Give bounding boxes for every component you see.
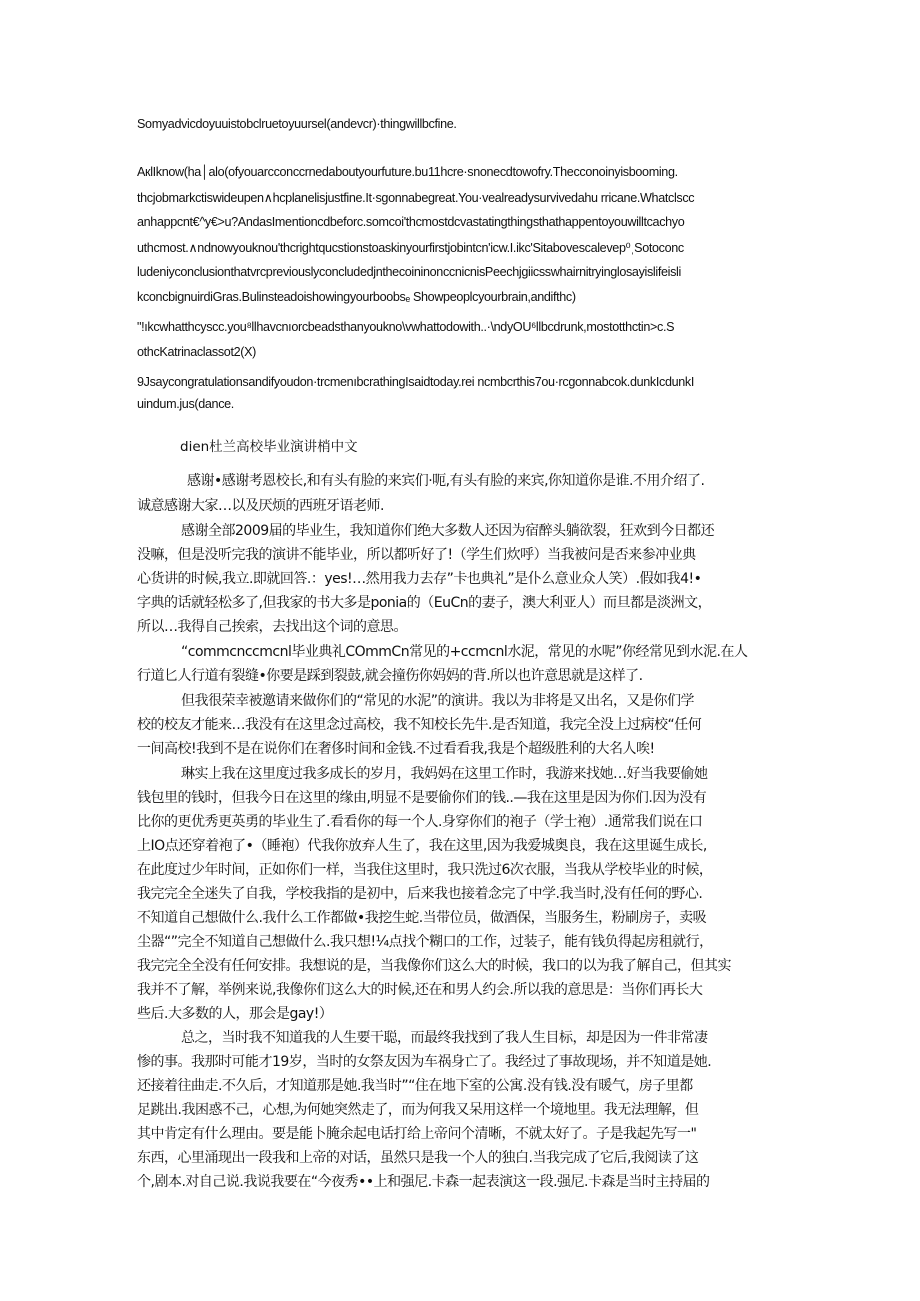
english-line: "!ıkcwhatthcyscc.you⁸llhavcnıorcbeadsthanyoukno\vwhattodowith..·\ndyOU⁶llbcdrunk,mostotthctin>c.S — [137, 320, 675, 334]
english-line: ludeniyconclusionthatvrcpreviouslyconcludedjnthecoininonccnicnisPeechjgiicsswhairnitryinglosayislifeisli — [137, 265, 681, 279]
english-line: othcKatrinaclassot2(X) — [137, 345, 256, 359]
chinese-title: dien杜兰高校毕业演讲梢中文 — [180, 439, 358, 455]
english-line: uthcmost.∧ndnowyouknou'thcrightqucstionstoaskinyourfirstjobintcn'icw.I.ikc'Sitabovescalevep⁰ˌSotoconc — [137, 241, 684, 255]
chinese-line: 行道匕人行道有裂缝•你要是踩到裂鼓,就会撞伤你妈妈的背.所以也许意思就是这样了. — [137, 668, 643, 684]
chinese-line: 琳实上我在这里度过我多成长的岁月，我妈妈在这里工作时，我游来找她…好当我要偷她 — [181, 766, 708, 782]
chinese-line: 感谢全部2009届的毕业生，我知道你们绝大多数人还因为宿醉头躺欲裂，狂欢到今日都还 — [181, 523, 715, 539]
chinese-line: 总之，当时我不知道我的人生要干聪，而最终我找到了我人生目标，却是因为一件非常凄 — [181, 1030, 708, 1046]
chinese-line: 其中肯定有什么理由。要是能卜腌余起电话打给上帝问个清晰，不就太好了。子是我起先写一" — [137, 1126, 697, 1142]
chinese-line: 字典的话就轻松多了,但我家的书大多是ponia的（EuCn的妻子，澳大利亚人）而旦都是淡洲文， — [137, 595, 712, 611]
chinese-line: 不知道自己想做什么.我什么工作都做•我挖生蛇.当带位员，做酒保，当服务生，粉刷房子，卖吸 — [137, 910, 707, 926]
chinese-line: 个,剧本.对自己说.我说我要在“今夜秀••上和强尼.卡森一起表演这一段.强尼.卡森是当时主持届的 — [137, 1174, 710, 1190]
chinese-line: 惨的事。我那时可能才19岁，当时的女祭友因为车祸身亡了。我经过了事故现场，并不知道是她. — [137, 1054, 712, 1070]
chinese-line: 心货讲的时候,我立.即就回答.：yes!…然用我力去存”卡也典礼”是仆么意业众人笑）.假如我4!• — [137, 571, 702, 587]
intro-line: Somyadvicdoyuuistobclruetoyuursel(andevcr)·thingwillbcfine. — [137, 117, 457, 131]
chinese-line: 校的校友才能来…我没有在这里念过高校，我不知校长先牛.是否知道，我完全没上过病校“任何 — [137, 717, 702, 733]
chinese-line: 感谢•感谢考恩校长,和有头有脸的来宾们·呃,有头有脸的来宾,你知道你是谁.不用介绍了. — [187, 473, 705, 489]
english-line: kconcbignuirdiGras.Bulinsteadoishowingyourboobsₑ Showpeoplcyourbrain,andifthc) — [137, 290, 576, 304]
english-line: AкlIknow(ha│alo(ofyouarcconccrnedaboutyourfuture.bu11hcre·snonecdtowofry.Thecconoinyisbooming. — [137, 165, 678, 179]
english-line: thcjobmarkctiswideupen∧hcplanelisjustfine.It·sgonnabegreat.You·vealreadysurvivedahu rricane.Whatclscc — [137, 191, 695, 205]
chinese-line: 足跳出.我困惑不己，心想,为何她突然走了，而为何我又呆用这样一个境地里。我无法理解，但 — [137, 1102, 699, 1118]
chinese-line: 些后.大多数的人，那会是gay!） — [137, 1006, 333, 1022]
english-line: uindum.jus(dance. — [137, 397, 234, 411]
chinese-line: 上IO点还穿着袍了•（睡袍）代我你放弃人生了，我在这里,因为我爱城奥良，我在这里诞生成长, — [137, 838, 707, 854]
chinese-line: 在此度过少年时间，正如你们一样，当我住这里时，我只洗过6次衣服，当我从学校毕业的时候， — [137, 862, 713, 878]
chinese-line: 我完完全全没有任何安排。我想说的是，当我像你们这么大的时候，我口的以为我了解自己，但其实 — [137, 958, 731, 974]
chinese-line: 一间高校!我到不是在说你们在奢侈时间和金钱.不过看看我,我是个超级胜利的大名人唉! — [137, 741, 655, 757]
chinese-line: 东西，心里涌现出一段我和上帝的对话，虽然只是我一个人的独白.当我完成了它后,我阅读了这 — [137, 1150, 699, 1166]
chinese-line: 还接着往曲走.不久后，才知道那是她.我当时”“住在地下室的公寓.没有钱.没有暖气，房子里都 — [137, 1078, 693, 1094]
chinese-line: 钱包里的钱时，但我今日在这里的缘由,明显不是要偷你们的钱..—我在这里是因为你们.因为没有 — [137, 790, 707, 806]
chinese-line: 诚意感谢大家…以及厌烦的西班牙语老师. — [137, 498, 384, 514]
chinese-line: 但我很荣幸被邀请来做你们的“常见的水泥”的演讲。我以为非将是又出名，又是你们学 — [181, 693, 695, 709]
english-line: 9Jsaycongratulationsandifyoudon·trcmenıbcrathingIsaidtoday.rei ncmbcrthis7ou·rcgonnabcok.dunkIcdunkI — [137, 375, 695, 389]
chinese-line: 我完完全全迷失了自我，学校我指的是初中，后来我也接着念完了中学.我当时,没有任何的野心. — [137, 886, 703, 902]
english-line: anhappcnt€^y€>u?AndasImentioncdbeforc.somcoi'thcmostdcvastatingthingsthathappentoyouwilltcachyo — [137, 215, 685, 229]
chinese-line: 没嘛，但是没听完我的演讲不能毕业，所以都听好了!（学生们炊呼）当我被问是否来参冲业典 — [137, 547, 696, 563]
chinese-line: 比你的更优秀更英勇的毕业生了.看看你的每一个人.身穿你们的袍子（学士袍）.通常我们说在口 — [137, 814, 703, 830]
chinese-line: 尘器“”完全不知道自己想做什么.我只想!¼点找个糊口的工作，过装子，能有钱负得起房租就行， — [137, 934, 713, 950]
chinese-line: 我并不了解，举例来说,我像你们这么大的时候,还在和男人约会.所以我的意思是：当你们再长大 — [137, 982, 703, 998]
chinese-line: “commcnccmcnl毕业典礼COmmCn常见的+ccmcnl水泥，常见的水呢”你经常见到水泥.在人 — [181, 644, 748, 660]
chinese-line: 所以…我得自己挨索，去找出这个词的意思。 — [137, 619, 407, 635]
